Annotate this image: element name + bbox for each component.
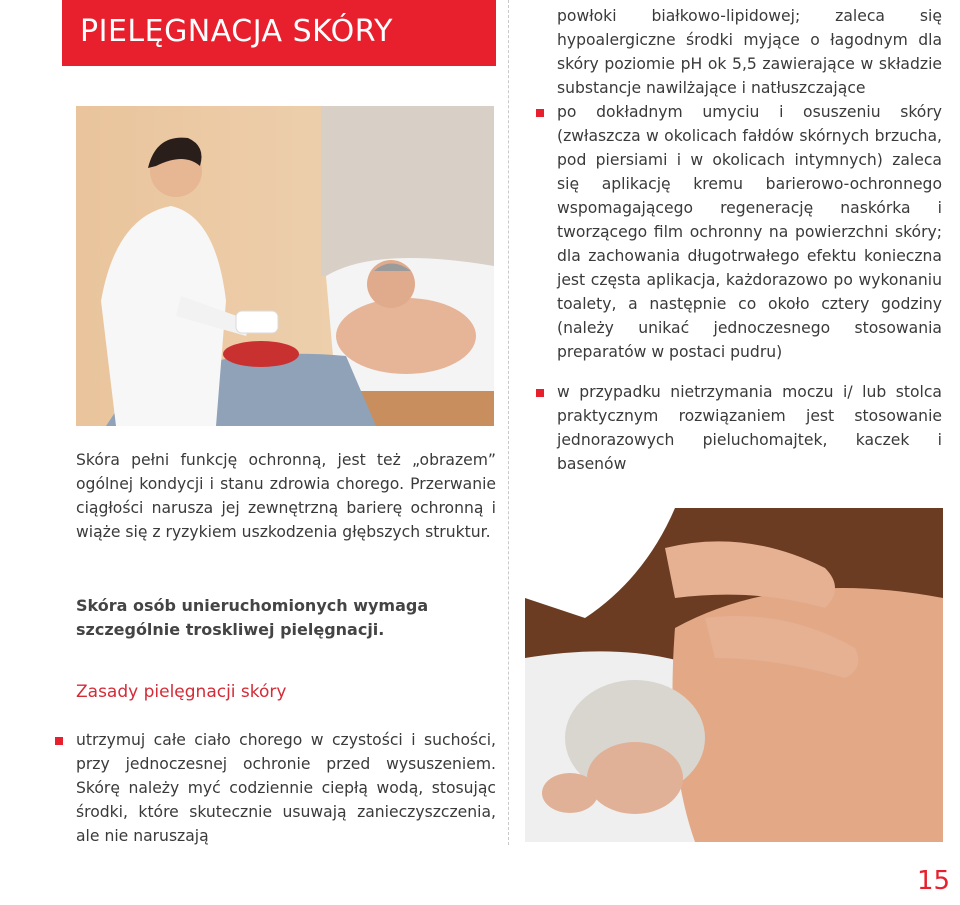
bullet-square-icon	[536, 389, 544, 397]
list-item-text: w przypadku nietrzymania moczu i/ lub stolca praktycznym rozwiązaniem jest stosowanie jednorazowych pieluchomajtek, kaczek i basenów	[557, 383, 942, 473]
photo-nurse-with-patient	[76, 106, 494, 426]
page-title: PIELĘGNACJA SKÓRY	[80, 14, 394, 49]
continuation-paragraph: powłoki białkowo-lipidowej; zaleca się hypoalergiczne środki myjące o łagodnym dla skóry poziomie pH ok 5,5 zawierające w składzie substancje nawilżające i natłuszczające	[557, 7, 942, 97]
intro-paragraph: Skóra pełni funkcję ochronną, jest też „obrazem” ogólnej kondycji i stanu zdrowia chorego. Przerwanie ciągłości narusza jej zewnętrzną barierę ochronną i wiąże się z ryzykiem uszkodzenia głębszych struktur.	[76, 451, 496, 541]
emphasis-note: Skóra osób unieruchomionych wymaga szczególnie troskliwej pielęgnacji.	[76, 596, 429, 639]
column-divider	[508, 0, 509, 845]
bullet-square-icon	[536, 109, 544, 117]
list-item-text: po dokładnym umyciu i osuszeniu skóry (zwłaszcza w okolicach fałdów skórnych brzucha, pod piersiami i w okolicach intymnych) zaleca się aplikację kremu barierowo-ochronnego wspomagającego regenerację naskórka i tworzącego film ochronny na powierzchni skóry; dla zachowania długotrwałego efektu konieczna jest częsta aplikacja, każdorazowo po wykonaniu toalety, a następnie co około cztery godziny (należy unikać jednoczesnego stosowania preparatów w postaci pudru)	[557, 103, 942, 361]
list-item	[557, 100, 942, 364]
bullet-square-icon	[55, 737, 63, 745]
page-number: 15	[917, 866, 951, 896]
section-heading-care-rules: Zasady pielęgnacji skóry	[76, 682, 287, 702]
title-banner	[62, 0, 496, 66]
list-item	[557, 380, 942, 476]
photo-back-massage	[525, 508, 943, 842]
list-item	[76, 728, 496, 848]
list-item-text: utrzymuj całe ciało chorego w czystości i suchości, przy jednoczesnej ochronie przed wysuszeniem. Skórę należy myć codziennie ciepłą wodą, stosując środki, które skutecznie usuwają zanieczyszczenia, ale nie naruszają	[76, 731, 496, 845]
